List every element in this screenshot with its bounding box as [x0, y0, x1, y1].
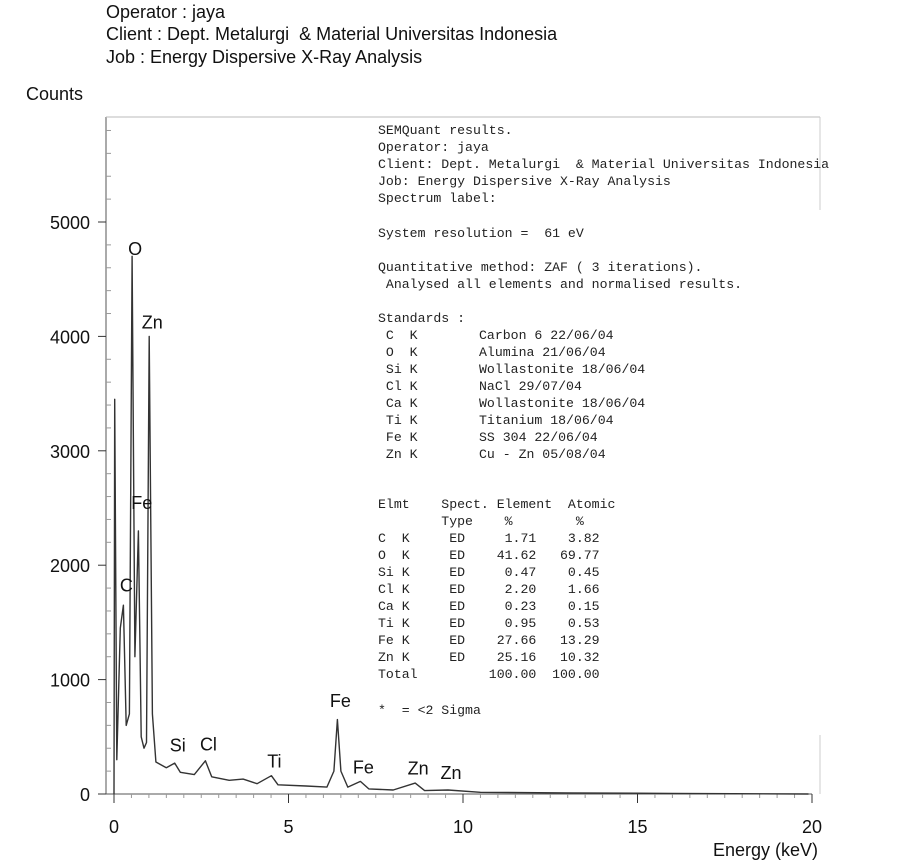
results-method: Quantitative method: ZAF ( 3 iterations). [378, 260, 703, 275]
y-axis-label: Counts [26, 84, 84, 104]
x-tick-label: 5 [283, 817, 294, 837]
x-axis-label: Energy (keV) [712, 840, 818, 860]
results-job: Job: Energy Dispersive X-Ray Analysis [378, 174, 671, 189]
standard-element: Ca K [378, 396, 418, 411]
standard-element: Si K [378, 362, 418, 377]
results-client: Client: Dept. Metalurgi & Material Universitas Indonesia [378, 157, 830, 172]
y-tick-label: 3000 [49, 441, 90, 462]
standard-name: NaCl 29/07/04 [479, 379, 582, 394]
table-row: Total 100.00 100.00 [378, 667, 600, 682]
peak-label: Zn [407, 758, 429, 779]
peak-label: Fe [131, 493, 153, 514]
peak-label: C [119, 575, 133, 596]
peak-label: Fe [329, 691, 351, 712]
peak-label: Fe [352, 757, 374, 778]
table-row: Ti K ED 0.95 0.53 [378, 616, 600, 631]
table-row: Zn K ED 25.16 10.32 [378, 650, 600, 665]
standard-element: O K [378, 345, 418, 360]
y-tick-label: 5000 [49, 213, 90, 233]
results-title: SEMQuant results. [378, 123, 513, 138]
x-tick-label: 0 [108, 817, 120, 837]
standard-element: Zn K [378, 447, 418, 462]
header-client: Client : Dept. Metalurgi & Material Universitas Indonesia [106, 24, 558, 44]
table-row: Ca K ED 0.23 0.15 [378, 599, 600, 614]
standard-element: C K [378, 328, 418, 343]
peak-label: Cl [199, 734, 217, 755]
peak-label: Ti [267, 751, 282, 772]
table-row: O K ED 41.62 69.77 [378, 548, 600, 563]
y-tick-label: 2000 [49, 556, 90, 577]
peak-label: Zn [141, 312, 163, 333]
semquant-results [378, 123, 829, 718]
table-subheader: Type % % [378, 514, 584, 529]
header-job: Job : Energy Dispersive X-Ray Analysis [106, 47, 423, 67]
results-system-resolution: System resolution = 61 eV [378, 226, 584, 241]
standard-name: SS 304 22/06/04 [479, 430, 598, 445]
header-operator: Operator : jaya [106, 2, 226, 22]
results-method-note: Analysed all elements and normalised results. [378, 277, 743, 292]
results-spectrum-label: Spectrum label: [378, 191, 497, 206]
peak-label: O [128, 239, 143, 260]
x-tick-label: 20 [801, 817, 823, 837]
standard-element: Cl K [378, 379, 418, 394]
results-operator: Operator: jaya [378, 140, 489, 155]
x-tick-label: 10 [452, 817, 474, 837]
x-tick-label: 15 [627, 817, 648, 837]
standard-name: Carbon 6 22/06/04 [479, 328, 614, 343]
table-row: C K ED 1.71 3.82 [378, 531, 600, 546]
standard-name: Titanium 18/06/04 [479, 413, 614, 428]
peak-label: Zn [440, 763, 462, 784]
standard-element: Fe K [378, 430, 418, 445]
table-header: Elmt Spect. Element Atomic [378, 497, 616, 512]
y-tick-label: 1000 [49, 670, 90, 691]
y-tick-label: 0 [79, 785, 90, 805]
standard-element: Ti K [378, 413, 418, 428]
table-row: Fe K ED 27.66 13.29 [378, 633, 600, 648]
sigma-note: * = <2 Sigma [378, 703, 481, 718]
standard-name: Cu - Zn 05/08/04 [479, 447, 606, 462]
peak-label: Si [169, 735, 186, 756]
y-tick-label: 4000 [49, 327, 90, 348]
chart-axes [50, 117, 822, 837]
standards-title: Standards : [378, 311, 466, 326]
standard-name: Wollastonite 18/06/04 [479, 362, 646, 377]
table-row: Si K ED 0.47 0.45 [378, 565, 600, 580]
standard-name: Wollastonite 18/06/04 [479, 396, 646, 411]
table-row: Cl K ED 2.20 1.66 [378, 582, 600, 597]
standard-name: Alumina 21/06/04 [479, 345, 606, 360]
